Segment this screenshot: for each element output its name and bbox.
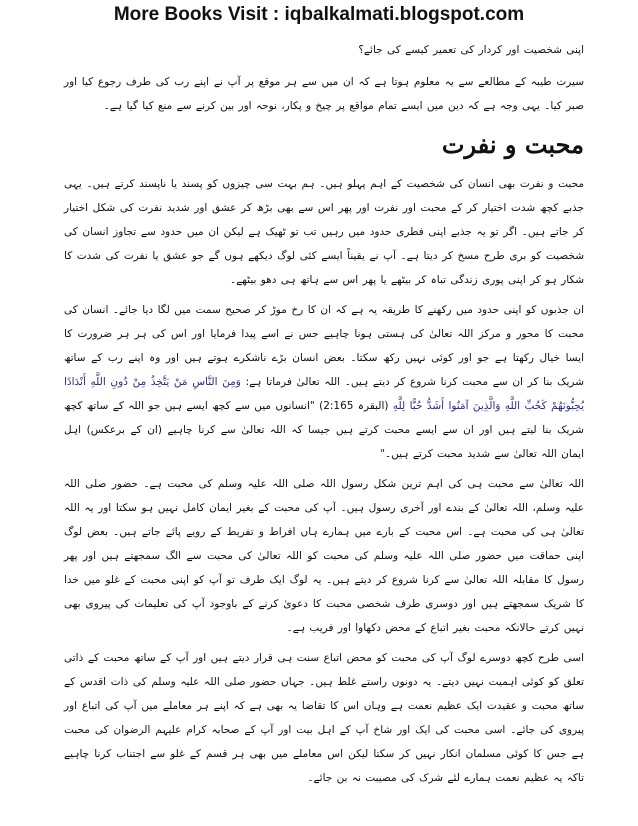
paragraph-1: محبت و نفرت بھی انسان کی شخصیت کے اہم پہلو ہیں۔ ہم بہت سی چیزوں کو پسند یا ناپسند کرتے ہیں۔ یہی جذبے کچھ شدت اختیار کر کے محبت اور نفرت اور پھر اس سے بھی بڑھ کر عشق اور شدید نفرت کی شکل اختیار کر جاتے ہیں۔ اگر تو یہ جذبے اپنی فطری حدود میں رہیں تب تو ٹھیک ہے لیکن ان میں حدود سے تجاوز انسان کی شخصیت کو بری طرح مسخ کر دیتا ہے۔ آپ نے یقیناً ایسے کئی لوگ دیکھے ہوں گے جو عشق یا نفرت کی شدت کا شکار ہو کر اپنی پوری زندگی تباہ کر بیٹھے یا پھر اس سے ہاتھ ہی دھو بیٹھے۔ (64, 178, 584, 286)
paragraph-2-text: ان جذبوں کو اپنی حدود میں رکھنے کا طریقہ یہ ہے کہ ان کا رخ موڑ کر صحیح سمت میں لگا دیا جائے۔ انسان کی محبت کا محور و مرکز اللہ تعالیٰ کی ہستی ہونا چاہیے جس نے اسے پیدا فرمایا اور اس کی ہر ہر ضرورت کا ایسا خیال رکھتا ہے جو اور کوئی نہیں رکھ سکتا۔ بعض انسان بڑے ناشکرے ہوتے ہیں اور وہ اپنے رب کے ساتھ شریک بنا کر ان سے محبت کرنا شروع کر دیتے ہیں۔ اللہ تعالیٰ فرماتا ہے: (64, 304, 585, 388)
paragraph-4: اسی طرح کچھ دوسرے لوگ آپ کی محبت کو محض اتباع سنت ہی قرار دیتے ہیں اور آپ کے ساتھ محبت کے ذاتی تعلق کو کوئی اہمیت نہیں دیتے۔ یہ دونوں راستے غلط ہیں۔ جہاں حضور صلی اللہ علیہ وسلم کی ذات اقدس کے ساتھ محبت و عقیدت ایک عظیم نعمت ہے وہاں اس کا تقاضا یہ بھی ہے کہ اپنے ہر معاملے میں آپ کی اتباع اور پیروی کی جائے۔ اسی محبت کی ایک اور شاخ آپ کے اہل بیت اور آپ کے صحابہ کرام علیہم الرضوان کی محبت ہے جس کا کوئی مسلمان انکار نہیں کر سکتا لیکن اس معاملے میں بھی ہر قسم کے غلو سے اجتناب کرنا چاہیے تاکہ یہ عظیم نعمت ہمارے لئے شرک کی مصیبت نہ بن جائے۔ (64, 652, 584, 784)
paragraph-3: اللہ تعالیٰ سے محبت ہی کی اہم ترین شکل رسول اللہ صلی اللہ علیہ وسلم کی محبت ہے۔ حضور صلی اللہ علیہ وسلم، اللہ تعالیٰ کے بندے اور آخری رسول ہیں۔ آپ کی محبت کے بغیر ایمان کامل نہیں ہو سکتا اور یہ اللہ تعالیٰ ہی کی محبت ہے۔ اس محبت کے بارے میں ہمارے ہاں افراط و تفریط کے رویے پائے جاتے ہیں۔ بعض لوگ اپنی حماقت میں حضور صلی اللہ علیہ وسلم کی محبت کو اللہ تعالیٰ کی محبت سے الگ سمجھتے ہیں اور پھر رسول کا مقابلہ اللہ تعالیٰ سے کرنا شروع کر دیتے ہیں۔ یہ لوگ ایک طرف تو آپ کو اپنی محبت کے غلو میں خدا کا شریک سمجھتے ہیں اور دوسری طرف شخصی محبت کا دعویٰ کرنے کے باوجود آپ کی تعلیمات کی پیروی بھی نہیں کرتے حالانکہ محبت بغیر اتباع کے محض دکھاوا اور فریب ہے۔ (64, 478, 584, 634)
quran-verse: وَمِنَ النَّاسِ مَنْ يَتَّخِذُ مِنْ دُونِ اللَّهِ أَنْدَادًا يُحِبُّونَهُمْ كَحُبِّ اللَّهِ وَالَّذِينَ آمَنُوا أَشَدُّ حُبًّا لِلَّهِ (64, 376, 584, 412)
verse-translation: "انسانوں میں سے کچھ ایسے ہیں جو اللہ کے ساتھ کچھ شریک بنا لیتے ہیں اور ان سے ایسے محبت کرتے ہیں جیسا کہ اللہ تعالیٰ سے کرنا چاہیے (ان کے برعکس) اہل ایمان اللہ تعالیٰ سے شدید محبت کرتے ہیں۔" (64, 400, 584, 460)
page-body (64, 38, 584, 796)
promo-banner: More Books Visit : iqbalkalmati.blogspot.com (113, 4, 525, 25)
intro-paragraph: سیرت طیبہ کے مطالعے سے یہ معلوم ہوتا ہے کہ ان میں سے ہر موقع پر آپ نے اپنے رب کی طرف رجوع کیا اور صبر کیا۔ یہی وجہ ہے کہ دین میں ایسے تمام مواقع پر چیخ و پکار، نوحہ اور بین کرنے سے منع کیا گیا ہے۔ (64, 76, 584, 112)
section-heading: محبت و نفرت (441, 130, 584, 159)
paragraph-2 (64, 298, 584, 466)
intro-question: اپنی شخصیت اور کردار کی تعمیر کیسے کی جائے؟ (358, 44, 584, 56)
verse-reference: (البقرہ 2:165) (319, 400, 389, 412)
